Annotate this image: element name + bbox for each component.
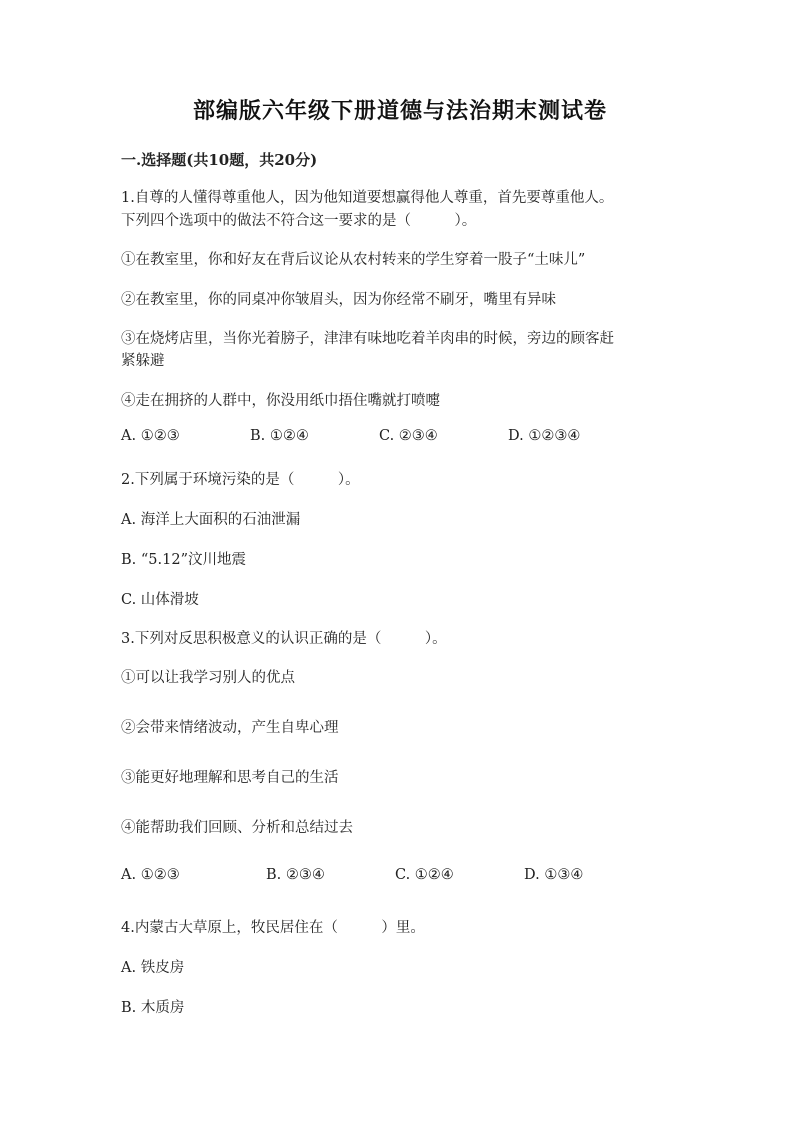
q4-stem: 4.内蒙古大草原上，牧民居住在（ ）里。 bbox=[121, 920, 425, 936]
q4-option-a: A. 铁皮房 bbox=[121, 960, 185, 976]
q1-option-b: B. ①②④ bbox=[250, 428, 309, 444]
q2-option-c: C. 山体滑坡 bbox=[121, 592, 199, 608]
q1-stem-line1: 1.自尊的人懂得尊重他人，因为他知道要想赢得他人尊重，首先要尊重他人。 bbox=[121, 190, 614, 206]
q2-stem: 2.下列属于环境污染的是（ ）。 bbox=[121, 472, 360, 488]
q1-item-4: ④走在拥挤的人群中，你没用纸巾捂住嘴就打喷嚏 bbox=[121, 393, 440, 409]
q1-item-3-line1: ③在烧烤店里，当你光着膀子，津津有味地吃着羊肉串的时候，旁边的顾客赶 bbox=[121, 331, 614, 347]
q3-item-1: ①可以让我学习别人的优点 bbox=[121, 670, 295, 686]
q1-option-c: C. ②③④ bbox=[379, 428, 438, 444]
q1-item-3-line2: 紧躲避 bbox=[121, 353, 165, 369]
q2-option-b: B. “5.12”汶川地震 bbox=[121, 552, 246, 568]
q3-option-d: D. ①③④ bbox=[524, 867, 584, 883]
q3-option-c: C. ①②④ bbox=[395, 867, 454, 883]
q4-option-b: B. 木质房 bbox=[121, 1000, 185, 1016]
q1-item-1: ①在教室里，你和好友在背后议论从农村转来的学生穿着一股子“土味儿” bbox=[121, 252, 586, 268]
q3-item-3: ③能更好地理解和思考自己的生活 bbox=[121, 770, 339, 786]
q3-option-b: B. ②③④ bbox=[266, 867, 325, 883]
q1-option-d: D. ①②③④ bbox=[508, 428, 581, 444]
q3-stem: 3.下列对反思积极意义的认识正确的是（ ）。 bbox=[121, 631, 447, 647]
q2-option-a: A. 海洋上大面积的石油泄漏 bbox=[121, 512, 301, 528]
section-heading: 一.选择题(共10题，共20分) bbox=[121, 151, 318, 169]
q3-item-2: ②会带来情绪波动，产生自卑心理 bbox=[121, 720, 339, 736]
q3-item-4: ④能帮助我们回顾、分析和总结过去 bbox=[121, 820, 353, 836]
q1-item-2: ②在教室里，你的同桌冲你皱眉头，因为你经常不刷牙，嘴里有异味 bbox=[121, 292, 556, 308]
q3-option-a: A. ①②③ bbox=[121, 867, 180, 883]
page-title: 部编版六年级下册道德与法治期末测试卷 bbox=[192, 98, 607, 124]
q1-option-a: A. ①②③ bbox=[121, 428, 180, 444]
q1-stem-line2: 下列四个选项中的做法不符合这一要求的是（ ）。 bbox=[121, 213, 477, 229]
